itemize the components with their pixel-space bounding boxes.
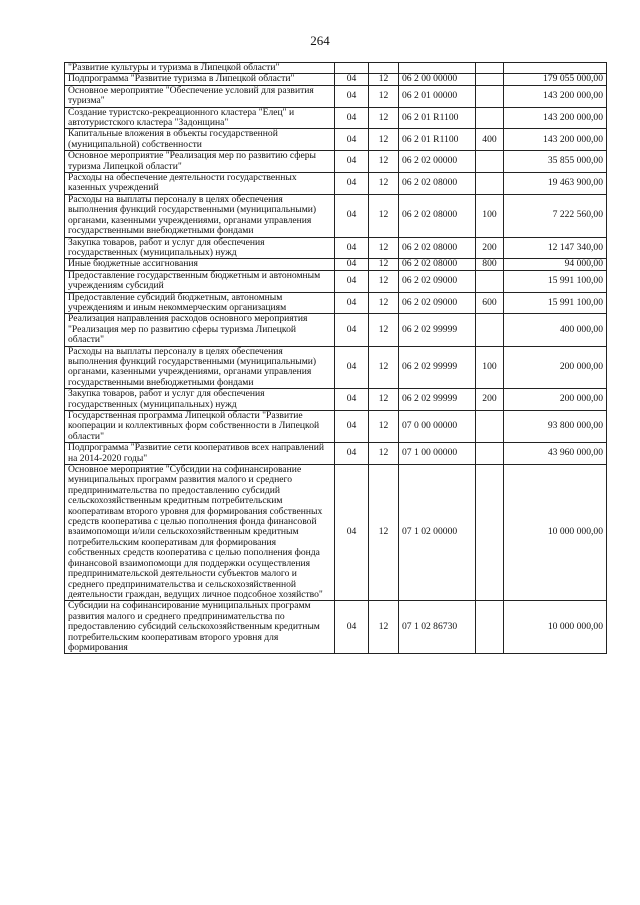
table-row [65,292,607,314]
row-expense-type [476,151,504,173]
row-target-code: 06 2 02 09000 [399,292,476,314]
row-ministry-code: 04 [335,346,369,389]
row-section-code: 12 [369,465,399,601]
row-name: Основное мероприятие "Субсидии на софинансирование муниципальных программ развития малого и среднего предпринимательства по предоставлению субсидий сельскохозяйственным кредитным потребительским кооперативам второго уровня для формирования собственных средств кооператива с целью пополнения фонда финансовой взаимопомощи и/или сельскохозяйственным кредитным потребительским кооперативам для формирования собственных средств кооператива с целью пополнения фонда финансовой взаимопомощи для поддержки осуществления предпринимательской деятельности субъектов малого и среднего предпринимательства и сельскохозяйственной деятельности граждан, ведущих личное подсобное хозяйство" [65,465,335,601]
row-name: Реализация направления расходов основного мероприятия "Реализация мер по развитию сферы туризма Липецкой области" [65,314,335,346]
row-amount: 15 991 100,00 [504,270,607,292]
row-amount: 19 463 900,00 [504,173,607,195]
row-section-code: 12 [369,314,399,346]
row-section-code: 12 [369,85,399,107]
row-expense-type: 400 [476,129,504,151]
row-section-code: 12 [369,411,399,443]
row-section-code [369,63,399,74]
table-row [65,63,607,74]
row-section-code: 12 [369,443,399,465]
table-row [65,129,607,151]
row-name: Закупка товаров, работ и услуг для обеспечения государственных (муниципальных) нужд [65,237,335,259]
row-target-code: 06 2 02 08000 [399,237,476,259]
row-ministry-code: 04 [335,270,369,292]
row-ministry-code: 04 [335,129,369,151]
row-amount: 400 000,00 [504,314,607,346]
table-row [65,465,607,601]
row-name: Основное мероприятие "Обеспечение условий для развития туризма" [65,85,335,107]
row-name: Подпрограмма "Развитие туризма в Липецкой области" [65,74,335,85]
row-name: Капитальные вложения в объекты государственной (муниципальной) собственности [65,129,335,151]
row-ministry-code: 04 [335,465,369,601]
row-section-code: 12 [369,74,399,85]
row-name: Расходы на выплаты персоналу в целях обеспечения выполнения функций государственными (муниципальными) органами, казенными учреждениями, органами управления государственными внебюджетными фондами [65,346,335,389]
table-row [65,346,607,389]
row-amount: 143 200 000,00 [504,129,607,151]
table-row [65,259,607,270]
table-row [65,314,607,346]
row-ministry-code: 04 [335,411,369,443]
row-ministry-code: 04 [335,292,369,314]
row-target-code: 06 2 02 08000 [399,194,476,237]
row-name: Расходы на выплаты персоналу в целях обеспечения выполнения функций государственными (муниципальными) органами, казенными учреждениями, органами управления государственными внебюджетными фондами [65,194,335,237]
row-ministry-code: 04 [335,237,369,259]
row-expense-type: 800 [476,259,504,270]
row-ministry-code: 04 [335,173,369,195]
row-target-code: 06 2 02 08000 [399,259,476,270]
row-amount: 93 800 000,00 [504,411,607,443]
page-number: 264 [310,33,330,48]
row-section-code: 12 [369,601,399,654]
row-target-code: 06 2 01 R1100 [399,107,476,129]
row-target-code: 06 2 01 00000 [399,85,476,107]
row-name: Закупка товаров, работ и услуг для обеспечения государственных (муниципальных) нужд [65,389,335,411]
table-row [65,151,607,173]
budget-table-body [65,63,607,654]
row-expense-type: 100 [476,194,504,237]
row-name: Субсидии на софинансирование муниципальных программ развития малого и среднего предпринимательства по предоставлению субсидий сельскохозяйственным кредитным потребительским кооперативам второго уровня для формирования [65,601,335,654]
row-expense-type [476,270,504,292]
row-section-code: 12 [369,346,399,389]
row-amount: 200 000,00 [504,389,607,411]
row-amount: 43 960 000,00 [504,443,607,465]
row-section-code: 12 [369,259,399,270]
row-ministry-code: 04 [335,314,369,346]
row-section-code: 12 [369,173,399,195]
row-amount: 94 000,00 [504,259,607,270]
row-name: Государственная программа Липецкой области "Развитие кооперации и коллективных форм собственности в Липецкой области" [65,411,335,443]
row-ministry-code: 04 [335,259,369,270]
row-name: Создание туристско-рекреационного кластера "Елец" и автотуристского кластера "Задонщина" [65,107,335,129]
row-expense-type: 200 [476,389,504,411]
row-expense-type [476,74,504,85]
row-expense-type [476,411,504,443]
row-amount: 10 000 000,00 [504,601,607,654]
row-target-code: 06 2 00 00000 [399,74,476,85]
table-row [65,411,607,443]
row-ministry-code [335,63,369,74]
row-target-code [399,63,476,74]
row-target-code: 07 1 00 00000 [399,443,476,465]
table-row [65,237,607,259]
row-section-code: 12 [369,194,399,237]
row-name: "Развитие культуры и туризма в Липецкой области" [65,63,335,74]
row-target-code: 06 2 01 R1100 [399,129,476,151]
row-target-code: 06 2 02 08000 [399,173,476,195]
row-expense-type: 600 [476,292,504,314]
row-section-code: 12 [369,237,399,259]
row-expense-type [476,63,504,74]
row-section-code: 12 [369,129,399,151]
row-ministry-code: 04 [335,74,369,85]
row-amount: 7 222 560,00 [504,194,607,237]
row-ministry-code: 04 [335,85,369,107]
row-amount: 15 991 100,00 [504,292,607,314]
row-amount: 12 147 340,00 [504,237,607,259]
budget-table [64,62,607,654]
row-section-code: 12 [369,151,399,173]
row-section-code: 12 [369,270,399,292]
row-expense-type: 200 [476,237,504,259]
row-expense-type [476,314,504,346]
row-target-code: 06 2 02 09000 [399,270,476,292]
row-amount: 143 200 000,00 [504,107,607,129]
row-expense-type [476,85,504,107]
table-row [65,85,607,107]
row-amount [504,63,607,74]
row-ministry-code: 04 [335,194,369,237]
row-section-code: 12 [369,292,399,314]
table-row [65,173,607,195]
row-ministry-code: 04 [335,443,369,465]
row-target-code: 06 2 02 99999 [399,314,476,346]
table-row [65,601,607,654]
row-expense-type [476,601,504,654]
row-target-code: 06 2 02 00000 [399,151,476,173]
row-section-code: 12 [369,389,399,411]
row-name: Иные бюджетные ассигнования [65,259,335,270]
row-name: Подпрограмма "Развитие сети кооперативов всех направлений на 2014-2020 годы" [65,443,335,465]
row-target-code: 07 1 02 00000 [399,465,476,601]
row-amount: 35 855 000,00 [504,151,607,173]
table-row [65,443,607,465]
row-ministry-code: 04 [335,107,369,129]
row-expense-type [476,443,504,465]
row-target-code: 07 0 00 00000 [399,411,476,443]
row-expense-type [476,107,504,129]
table-row [65,74,607,85]
row-target-code: 06 2 02 99999 [399,346,476,389]
table-row [65,107,607,129]
row-amount: 200 000,00 [504,346,607,389]
table-row [65,194,607,237]
row-name: Предоставление субсидий бюджетным, автономным учреждениям и иным некоммерческим организациям [65,292,335,314]
row-expense-type [476,173,504,195]
row-ministry-code: 04 [335,389,369,411]
row-expense-type [476,465,504,601]
row-name: Основное мероприятие "Реализация мер по развитию сферы туризма Липецкой области" [65,151,335,173]
row-section-code: 12 [369,107,399,129]
table-row [65,270,607,292]
row-target-code: 06 2 02 99999 [399,389,476,411]
row-amount: 10 000 000,00 [504,465,607,601]
row-target-code: 07 1 02 86730 [399,601,476,654]
row-expense-type: 100 [476,346,504,389]
row-amount: 179 055 000,00 [504,74,607,85]
table-row [65,389,607,411]
row-ministry-code: 04 [335,601,369,654]
row-name: Предоставление государственным бюджетным и автономным учреждениям субсидий [65,270,335,292]
row-name: Расходы на обеспечение деятельности государственных казенных учреждений [65,173,335,195]
row-amount: 143 200 000,00 [504,85,607,107]
row-ministry-code: 04 [335,151,369,173]
